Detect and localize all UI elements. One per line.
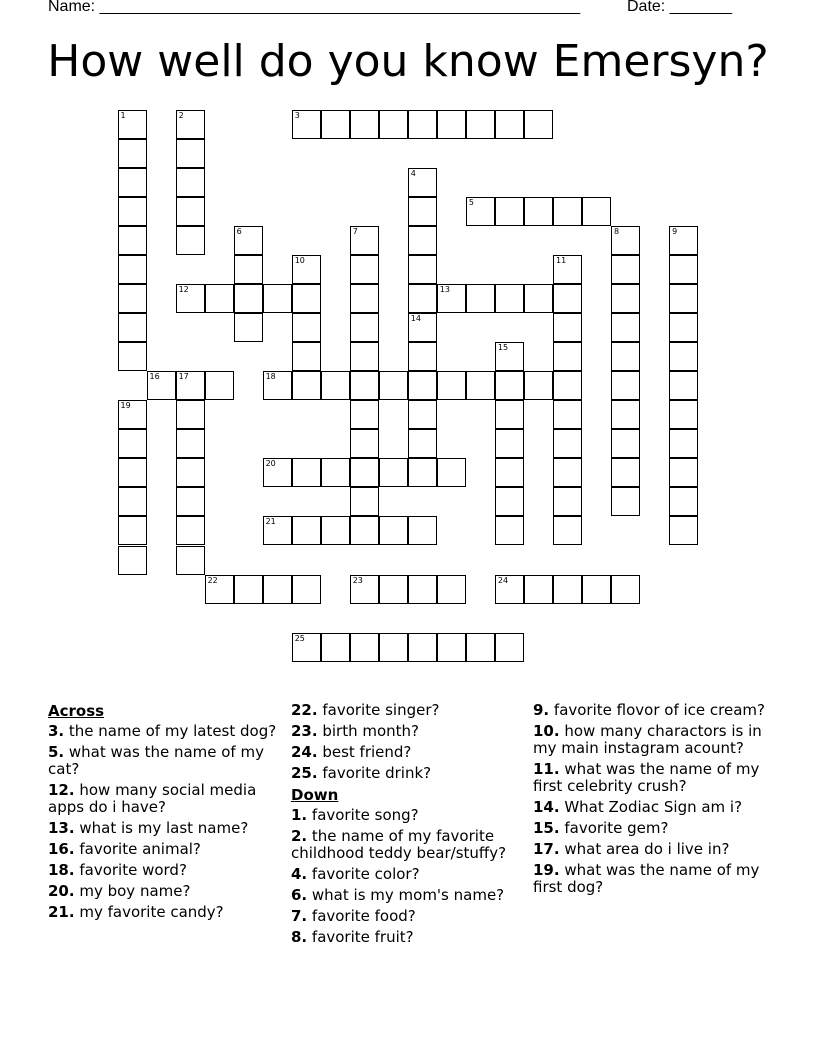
grid-cell[interactable] <box>350 400 379 429</box>
grid-cell[interactable] <box>118 110 147 139</box>
grid-cell[interactable] <box>466 284 495 313</box>
clue-number: 16 <box>149 372 160 382</box>
clue-number: 8 <box>614 227 620 237</box>
grid-cell[interactable] <box>408 458 437 487</box>
puzzle-title: How well do you know Emersyn? <box>47 36 769 87</box>
clue-item <box>533 862 783 896</box>
grid-cell[interactable] <box>466 197 495 226</box>
clue-number: 14 <box>410 314 421 324</box>
grid-cell[interactable] <box>466 371 495 400</box>
grid-cell[interactable] <box>495 197 524 226</box>
date-field-line: Date: _______ <box>627 0 732 15</box>
grid-cell[interactable] <box>118 458 147 487</box>
clue-item-text: birth month? <box>317 722 420 740</box>
clue-number: 23 <box>352 575 363 585</box>
grid-cell[interactable] <box>321 458 350 487</box>
grid-cell[interactable] <box>669 400 698 429</box>
clue-item <box>291 866 527 883</box>
grid-cell[interactable] <box>234 255 263 284</box>
grid-cell[interactable] <box>263 284 292 313</box>
grid-cell[interactable] <box>553 313 582 342</box>
grid-cell[interactable] <box>263 458 292 487</box>
clue-item-number: 16. <box>48 840 75 858</box>
clue-item-text: favorite flovor of ice cream? <box>549 701 765 719</box>
clue-item <box>291 702 527 719</box>
grid-cell[interactable] <box>582 575 611 604</box>
grid-cell[interactable] <box>350 516 379 545</box>
grid-cell[interactable] <box>118 255 147 284</box>
grid-cell[interactable] <box>408 575 437 604</box>
grid-cell[interactable] <box>234 313 263 342</box>
clue-item <box>533 761 783 795</box>
grid-cell[interactable] <box>176 226 205 255</box>
grid-cell[interactable] <box>669 371 698 400</box>
clue-column-2 <box>291 702 527 950</box>
grid-cell[interactable] <box>495 110 524 139</box>
grid-cell[interactable] <box>669 516 698 545</box>
grid-cell[interactable] <box>466 633 495 662</box>
grid-cell[interactable] <box>611 342 640 371</box>
clue-item-text: favorite singer? <box>317 701 440 719</box>
grid-cell[interactable] <box>379 110 408 139</box>
clue-item <box>533 799 783 816</box>
grid-cell[interactable] <box>669 458 698 487</box>
clue-item <box>48 782 288 816</box>
clue-item-text: favorite color? <box>307 865 420 883</box>
clue-item-text: what is my mom's name? <box>307 886 505 904</box>
clue-item <box>291 908 527 925</box>
clue-column-1 <box>48 702 288 925</box>
grid-cell[interactable] <box>176 429 205 458</box>
clue-item <box>291 828 527 862</box>
grid-cell[interactable] <box>524 197 553 226</box>
grid-cell[interactable] <box>524 371 553 400</box>
grid-cell[interactable] <box>611 429 640 458</box>
clue-number: 10 <box>294 256 305 266</box>
clue-item <box>48 723 288 740</box>
clue-item <box>291 765 527 782</box>
clue-item <box>533 820 783 837</box>
grid-cell[interactable] <box>524 575 553 604</box>
grid-cell[interactable] <box>669 342 698 371</box>
grid-cell[interactable] <box>553 429 582 458</box>
clue-item-text: the name of my favorite childhood teddy bear/stuffy? <box>291 827 507 862</box>
grid-cell[interactable] <box>495 516 524 545</box>
clue-item-number: 19. <box>533 861 560 879</box>
grid-cell[interactable] <box>437 575 466 604</box>
grid-cell[interactable] <box>408 226 437 255</box>
clue-item <box>291 807 527 824</box>
grid-cell[interactable] <box>495 633 524 662</box>
clue-item-number: 5. <box>48 743 65 761</box>
clue-item-text: favorite song? <box>307 806 419 824</box>
grid-cell[interactable] <box>263 575 292 604</box>
clue-number: 24 <box>497 575 509 585</box>
clue-number: 9 <box>672 227 678 237</box>
clue-item <box>48 883 288 900</box>
grid-cell[interactable] <box>437 284 466 313</box>
grid-cell[interactable] <box>292 255 321 284</box>
grid-cell[interactable] <box>147 371 176 400</box>
grid-cell[interactable] <box>350 633 379 662</box>
clue-number: 7 <box>352 227 358 237</box>
grid-cell[interactable] <box>118 342 147 371</box>
grid-cell[interactable] <box>118 516 147 545</box>
clue-number: 17 <box>178 372 189 382</box>
grid-cell[interactable] <box>669 226 698 255</box>
grid-cell[interactable] <box>466 110 495 139</box>
grid-cell[interactable] <box>611 575 640 604</box>
grid-cell[interactable] <box>408 255 437 284</box>
clue-item <box>48 820 288 837</box>
clue-item-text: what area do i live in? <box>559 840 730 858</box>
clue-item-number: 15. <box>533 819 560 837</box>
clue-item <box>291 723 527 740</box>
clue-item-text: favorite food? <box>307 907 416 925</box>
clue-item <box>533 841 783 858</box>
grid-cell[interactable] <box>118 139 147 168</box>
grid-cell[interactable] <box>118 313 147 342</box>
clue-item-number: 9. <box>533 701 550 719</box>
clue-section-heading: Down <box>291 786 339 804</box>
clue-section-heading: Across <box>48 702 105 720</box>
grid-cell[interactable] <box>176 197 205 226</box>
grid-cell[interactable] <box>176 546 205 575</box>
grid-cell[interactable] <box>611 487 640 516</box>
clue-number: 1 <box>120 111 126 120</box>
grid-cell[interactable] <box>495 429 524 458</box>
grid-cell[interactable] <box>553 400 582 429</box>
grid-cell[interactable] <box>553 255 582 284</box>
clue-item-text: favorite drink? <box>317 764 432 782</box>
grid-cell[interactable] <box>669 487 698 516</box>
clue-number: 19 <box>120 401 131 411</box>
grid-cell[interactable] <box>553 371 582 400</box>
clue-item-text: what is my last name? <box>74 819 249 837</box>
clue-item-number: 7. <box>291 907 308 925</box>
clue-item-number: 18. <box>48 861 75 879</box>
clue-number: 2 <box>178 111 184 120</box>
grid-cell[interactable] <box>408 516 437 545</box>
grid-cell[interactable] <box>495 342 524 371</box>
grid-cell[interactable] <box>350 255 379 284</box>
grid-cell[interactable] <box>408 168 437 197</box>
clue-number: 25 <box>294 633 305 643</box>
name-field-line: Name: ______________________________________________________ <box>48 0 581 15</box>
clue-item <box>48 904 288 921</box>
clue-item-text: favorite word? <box>74 861 187 879</box>
grid-cell[interactable] <box>669 255 698 284</box>
grid-cell[interactable] <box>379 516 408 545</box>
grid-cell[interactable] <box>176 168 205 197</box>
grid-cell[interactable] <box>118 487 147 516</box>
grid-cell[interactable] <box>408 110 437 139</box>
clue-item-number: 2. <box>291 827 308 845</box>
grid-cell[interactable] <box>611 371 640 400</box>
grid-cell[interactable] <box>292 371 321 400</box>
grid-cell[interactable] <box>176 371 205 400</box>
grid-cell[interactable] <box>118 400 147 429</box>
grid-cell[interactable] <box>553 516 582 545</box>
clue-item-text: What Zodiac Sign am i? <box>559 798 743 816</box>
clue-number: 21 <box>265 517 276 527</box>
grid-cell[interactable] <box>495 458 524 487</box>
grid-cell[interactable] <box>408 284 437 313</box>
clue-item <box>533 723 783 757</box>
grid-cell[interactable] <box>234 284 263 313</box>
grid-cell[interactable] <box>553 284 582 313</box>
clue-item-number: 20. <box>48 882 75 900</box>
grid-cell[interactable] <box>611 255 640 284</box>
grid-cell[interactable] <box>611 226 640 255</box>
clue-item-number: 25. <box>291 764 318 782</box>
clue-item-number: 1. <box>291 806 308 824</box>
clue-item-text: favorite fruit? <box>307 928 414 946</box>
clue-item <box>48 862 288 879</box>
grid-cell[interactable] <box>292 458 321 487</box>
grid-cell[interactable] <box>582 197 611 226</box>
clue-number: 22 <box>207 575 218 585</box>
grid-cell[interactable] <box>495 487 524 516</box>
grid-cell[interactable] <box>437 633 466 662</box>
grid-cell[interactable] <box>437 371 466 400</box>
grid-cell[interactable] <box>379 575 408 604</box>
grid-cell[interactable] <box>611 313 640 342</box>
clue-item-text: what was the name of my first dog? <box>533 861 760 896</box>
grid-cell[interactable] <box>176 487 205 516</box>
grid-cell[interactable] <box>408 400 437 429</box>
grid-cell[interactable] <box>118 546 147 575</box>
grid-cell[interactable] <box>495 284 524 313</box>
grid-cell[interactable] <box>669 284 698 313</box>
clue-number: 6 <box>236 227 242 237</box>
clue-item-number: 24. <box>291 743 318 761</box>
grid-cell[interactable] <box>379 633 408 662</box>
clue-number: 12 <box>178 285 189 295</box>
grid-cell[interactable] <box>205 284 234 313</box>
clue-item-number: 14. <box>533 798 560 816</box>
clue-number: 5 <box>468 198 474 208</box>
grid-cell[interactable] <box>553 197 582 226</box>
clue-item-text: what was the name of my cat? <box>48 743 264 778</box>
clue-item-text: how many charactors is in my main instagram acount? <box>533 722 762 757</box>
grid-cell[interactable] <box>176 139 205 168</box>
clue-item <box>533 702 783 719</box>
clue-item-text: my boy name? <box>74 882 191 900</box>
clue-item <box>291 929 527 946</box>
grid-cell[interactable] <box>118 284 147 313</box>
grid-cell[interactable] <box>350 110 379 139</box>
grid-cell[interactable] <box>205 371 234 400</box>
grid-cell[interactable] <box>553 458 582 487</box>
grid-cell[interactable] <box>118 429 147 458</box>
clue-item <box>291 744 527 761</box>
grid-cell[interactable] <box>292 516 321 545</box>
grid-cell[interactable] <box>408 429 437 458</box>
clue-number: 20 <box>265 459 276 469</box>
grid-cell[interactable] <box>263 371 292 400</box>
grid-cell[interactable] <box>669 429 698 458</box>
clue-number: 3 <box>294 111 300 120</box>
clue-item-number: 3. <box>48 722 65 740</box>
grid-cell[interactable] <box>350 487 379 516</box>
grid-cell[interactable] <box>553 575 582 604</box>
grid-cell[interactable] <box>408 371 437 400</box>
clue-number: 18 <box>265 372 276 382</box>
grid-cell[interactable] <box>292 342 321 371</box>
grid-cell[interactable] <box>408 197 437 226</box>
grid-cell[interactable] <box>118 226 147 255</box>
clue-item <box>48 744 288 778</box>
clue-number: 13 <box>439 285 450 295</box>
grid-cell[interactable] <box>553 487 582 516</box>
grid-cell[interactable] <box>350 458 379 487</box>
clue-item-number: 12. <box>48 781 75 799</box>
grid-cell[interactable] <box>292 633 321 662</box>
grid-cell[interactable] <box>350 226 379 255</box>
grid-cell[interactable] <box>350 575 379 604</box>
clue-item-number: 21. <box>48 903 75 921</box>
grid-cell[interactable] <box>263 516 292 545</box>
grid-cell[interactable] <box>553 342 582 371</box>
clue-number: 11 <box>556 256 567 266</box>
clue-item-text: my favorite candy? <box>74 903 224 921</box>
grid-cell[interactable] <box>379 371 408 400</box>
grid-cell[interactable] <box>176 400 205 429</box>
grid-cell[interactable] <box>321 516 350 545</box>
clue-number: 4 <box>410 169 416 179</box>
clue-item-number: 11. <box>533 760 560 778</box>
grid-cell[interactable] <box>408 313 437 342</box>
grid-cell[interactable] <box>292 284 321 313</box>
grid-cell[interactable] <box>292 313 321 342</box>
grid-cell[interactable] <box>234 575 263 604</box>
grid-cell[interactable] <box>292 110 321 139</box>
clue-item-number: 17. <box>533 840 560 858</box>
grid-cell[interactable] <box>234 226 263 255</box>
grid-cell[interactable] <box>495 371 524 400</box>
clue-item-text: the name of my latest dog? <box>64 722 277 740</box>
grid-cell[interactable] <box>437 458 466 487</box>
clue-item-number: 4. <box>291 865 308 883</box>
grid-cell[interactable] <box>176 516 205 545</box>
grid-cell[interactable] <box>350 342 379 371</box>
grid-cell[interactable] <box>611 284 640 313</box>
grid-cell[interactable] <box>118 197 147 226</box>
grid-cell[interactable] <box>669 313 698 342</box>
grid-cell[interactable] <box>437 110 466 139</box>
grid-cell[interactable] <box>176 284 205 313</box>
grid-cell[interactable] <box>176 458 205 487</box>
grid-cell[interactable] <box>379 458 408 487</box>
clue-item-number: 13. <box>48 819 75 837</box>
clue-item-number: 10. <box>533 722 560 740</box>
clue-item-text: favorite gem? <box>559 819 669 837</box>
clue-column-3 <box>533 702 783 900</box>
clue-item <box>291 887 527 904</box>
grid-cell[interactable] <box>118 168 147 197</box>
clue-item-text: what was the name of my first celebrity crush? <box>533 760 760 795</box>
grid-cell[interactable] <box>524 110 553 139</box>
grid-cell[interactable] <box>205 575 234 604</box>
grid-cell[interactable] <box>408 342 437 371</box>
grid-cell[interactable] <box>321 371 350 400</box>
clue-item-number: 23. <box>291 722 318 740</box>
grid-cell[interactable] <box>350 313 379 342</box>
grid-cell[interactable] <box>321 633 350 662</box>
grid-cell[interactable] <box>611 458 640 487</box>
grid-cell[interactable] <box>176 110 205 139</box>
grid-cell[interactable] <box>611 400 640 429</box>
grid-cell[interactable] <box>408 633 437 662</box>
clue-item-text: best friend? <box>317 743 412 761</box>
clue-number: 15 <box>497 343 509 353</box>
grid-cell[interactable] <box>350 429 379 458</box>
clue-item-number: 22. <box>291 701 318 719</box>
grid-cell[interactable] <box>495 575 524 604</box>
grid-cell[interactable] <box>350 371 379 400</box>
grid-cell[interactable] <box>495 400 524 429</box>
clue-item-number: 8. <box>291 928 308 946</box>
grid-cell[interactable] <box>292 575 321 604</box>
grid-cell[interactable] <box>321 110 350 139</box>
grid-cell[interactable] <box>350 284 379 313</box>
clue-item-number: 6. <box>291 886 308 904</box>
clue-item-text: how many social media apps do i have? <box>48 781 257 816</box>
clue-item-text: favorite animal? <box>74 840 201 858</box>
clue-item <box>48 841 288 858</box>
grid-cell[interactable] <box>524 284 553 313</box>
